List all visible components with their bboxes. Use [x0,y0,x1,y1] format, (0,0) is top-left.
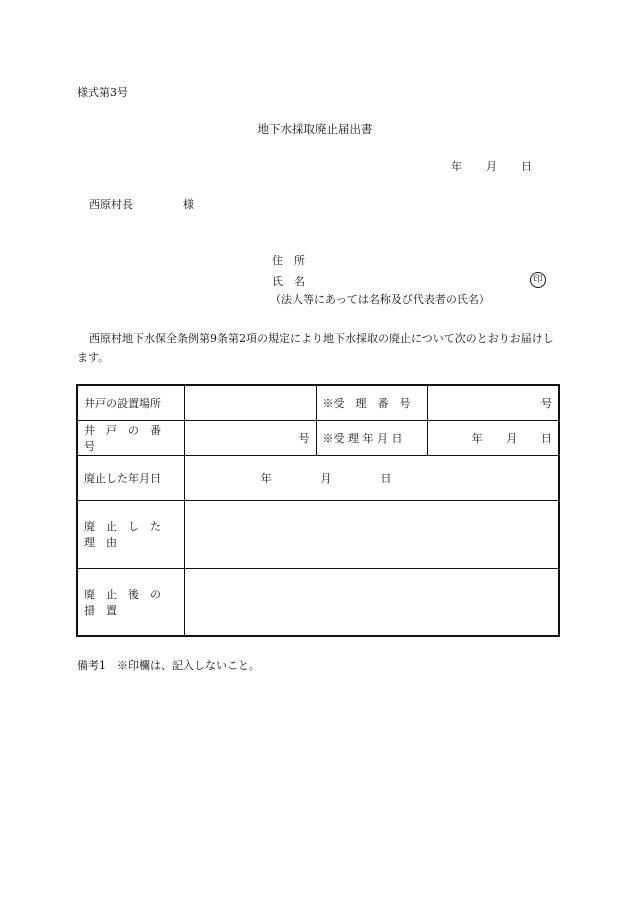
receipt-number-unit: 号 [541,396,552,410]
measures-field[interactable] [184,568,559,636]
measures-label: 廃 止 後 の 措 置 [77,568,184,636]
well-number-field[interactable] [184,420,316,455]
form-number: 様式第3号 [77,86,128,99]
receipt-date-field[interactable] [427,420,559,455]
addressee: 西原村長 [89,198,133,211]
table-row [77,420,559,455]
addressee-honorific: 様 [183,198,194,211]
receipt-date-year: 年 [471,431,483,445]
remarks-note: 備考1 ※印欄は、記入しないこと。 [77,659,260,672]
address-label: 住 所 [272,254,305,267]
abolished-date-field[interactable] [184,455,559,500]
receipt-date-day: 日 [541,431,552,445]
form-table [76,384,560,637]
well-location-label: 井戸の設置場所 [77,385,184,420]
abolished-date-year: 年 [260,471,272,485]
abolished-date-label: 廃止した年月日 [77,455,184,500]
statement-text: 西原村地下水保全条例第9条第2項の規定により地下水採取の廃止について次のとおりお届けします。 [77,332,554,364]
name-label: 氏 名 [272,275,305,288]
receipt-number-label: ※受 理 番 号 [316,385,427,420]
date-day-label: 日 [521,160,532,173]
seal-mark: 印 [530,272,546,288]
well-number-unit: 号 [298,431,310,445]
table-row [77,500,559,568]
table-row [77,568,559,636]
reason-field[interactable] [184,500,559,568]
abolished-date-month: 月 [320,471,332,485]
date-year-label: 年 [451,160,462,173]
table-row [77,455,559,500]
receipt-date-label: ※受 理 年 月 日 [316,420,427,455]
well-number-label: 井 戸 の 番 号 [77,420,184,455]
reason-label: 廃 止 し た 理 由 [77,500,184,568]
receipt-number-field[interactable] [427,385,559,420]
date-month-label: 月 [486,160,497,173]
document-title: 地下水採取廃止届出書 [257,122,373,136]
corporate-note: （法人等にあっては名称及び代表者の氏名） [270,293,490,306]
table-row [77,385,559,420]
receipt-date-month: 月 [506,431,518,445]
well-location-field[interactable] [184,385,316,420]
abolished-date-day: 日 [380,471,392,485]
